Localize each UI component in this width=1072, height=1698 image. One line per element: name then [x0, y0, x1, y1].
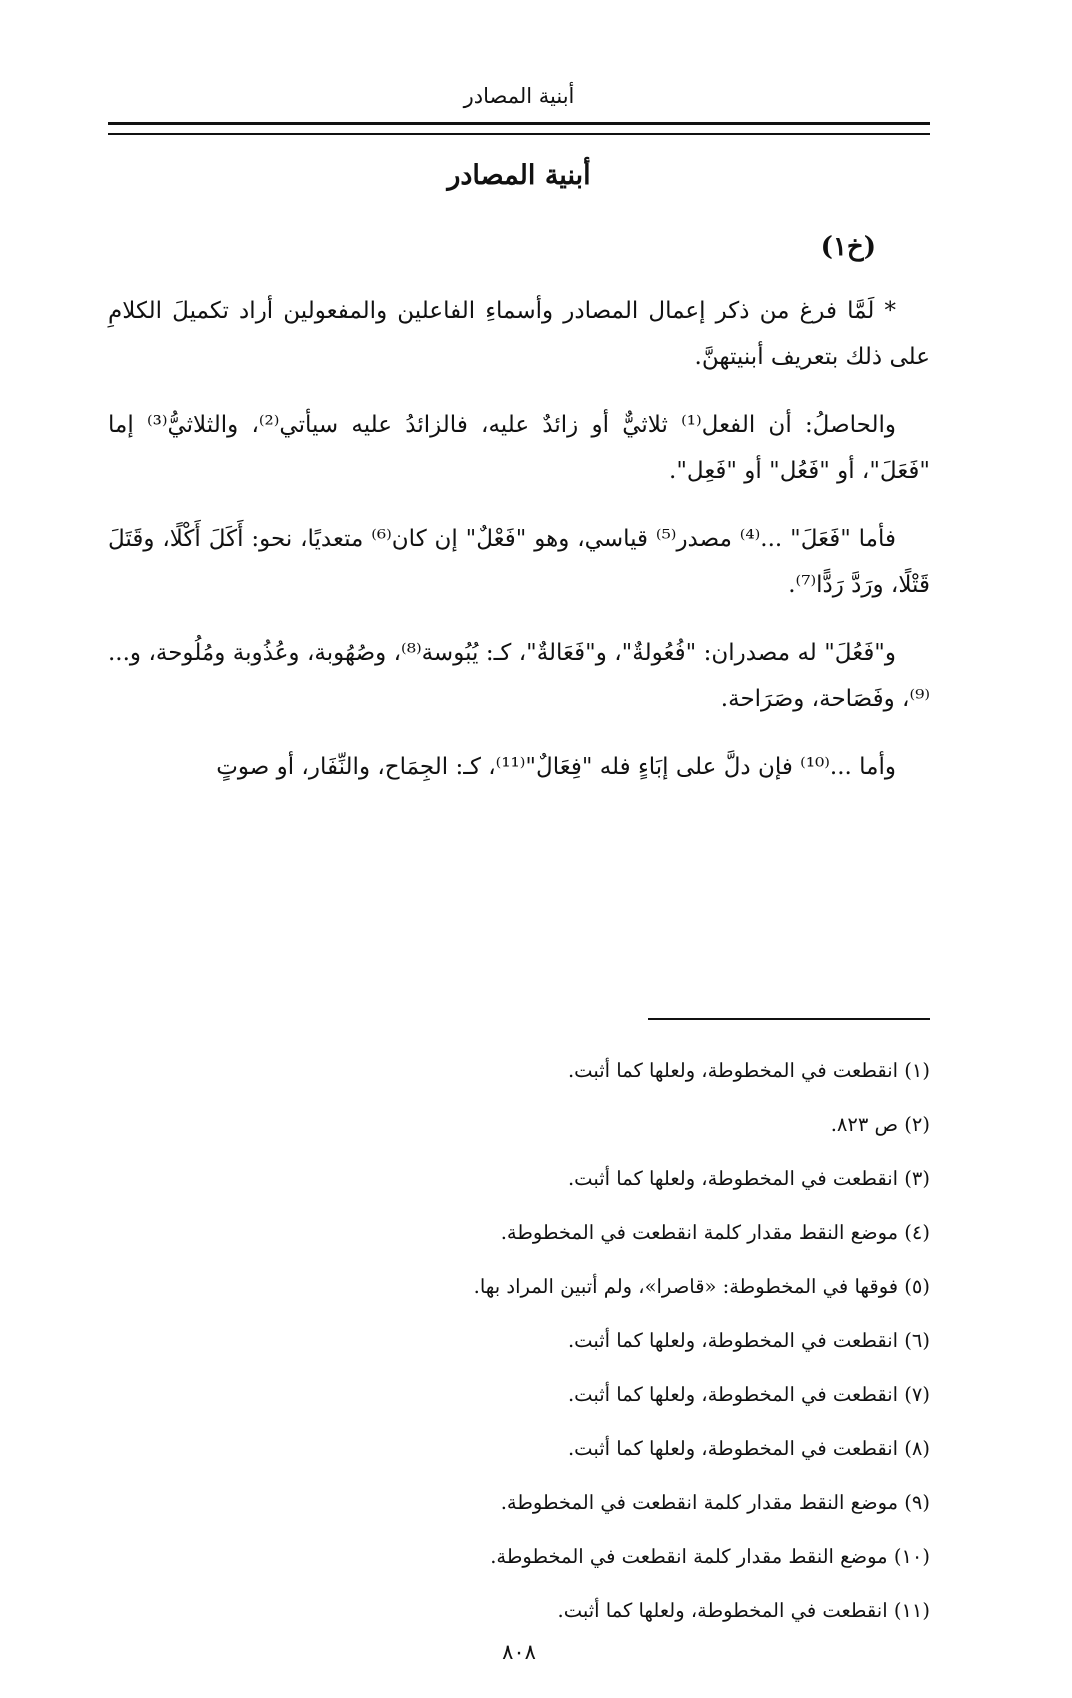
paragraph-3: فأما "فَعَلَ" ...⁽⁴⁾ مصدر⁽⁵⁾ قياسي، وهو "فَعْلٌ" إن كان⁽⁶⁾ متعديًا، نحو: أَكَلَ أَكْلًا، وقَتَلَ قَتْلًا، ورَدَّ رَدًّا⁽⁷⁾.: [108, 526, 930, 598]
footnote-item: (١١) انقطعت في المخطوطة، ولعلها كما أثبت.: [557, 1599, 930, 1622]
paragraph-1: * لَمَّا فرغ من ذكر إعمال المصادر وأسماءِ الفاعلين والمفعولين أراد تكميلَ الكلامِ على ذلك بتعريف أبنيتهنَّ.: [108, 298, 930, 370]
book-page: [108, 0, 930, 1698]
header-rule-thin: [108, 133, 930, 135]
footnote-item: (٧) انقطعت في المخطوطة، ولعلها كما أثبت.: [567, 1383, 930, 1406]
paragraph-2: والحاصلُ: أن الفعل⁽¹⁾ ثلاثيٌّ أو زائدٌ عليه، فالزائدُ عليه سيأتي⁽²⁾، والثلاثيُّ⁽³⁾ إما "فَعَلَ"، أو "فَعُل" أو "فَعِل".: [108, 412, 930, 484]
paragraph-4: و"فَعُلَ" له مصدران: "فُعُولةٌ"، و"فَعَالةٌ"، كـ: يُبُوسة⁽⁸⁾، وصُهُوبة، وعُذُوبة ومُلُوحة، و...⁽⁹⁾، وفَصَاحة، وصَرَاحة.: [108, 640, 930, 712]
footnotes-list: [108, 1044, 930, 1638]
body-text: [108, 288, 930, 812]
chapter-title: أبنية المصادر: [447, 160, 591, 191]
footnote-separator: [648, 1018, 930, 1020]
footnote-item: (٨) انقطعت في المخطوطة، ولعلها كما أثبت.: [567, 1437, 930, 1460]
footnote-item: (٥) فوقها في المخطوطة: «قاصرا»، ولم أتبين المراد بها.: [473, 1275, 930, 1298]
footnote-item: (١) انقطعت في المخطوطة، ولعلها كما أثبت.: [567, 1059, 930, 1082]
running-header: أبنية المصادر: [463, 84, 575, 108]
paragraph-5: وأما ...⁽¹⁰⁾ فإن دلَّ على إبَاءٍ فله "فِعَالٌ"⁽¹¹⁾، كـ: الجِمَاح، والنِّفَار، أو صوتٍ: [216, 754, 896, 780]
header-rule-thick: [108, 122, 930, 125]
manuscript-marker: (خ١): [820, 232, 876, 262]
footnote-item: (٦) انقطعت في المخطوطة، ولعلها كما أثبت.: [567, 1329, 930, 1352]
footnote-item: (٩) موضع النقط مقدار كلمة انقطعت في المخطوطة.: [500, 1491, 930, 1514]
footnote-item: (٤) موضع النقط مقدار كلمة انقطعت في المخطوطة.: [500, 1221, 930, 1244]
footnote-item: (٢) ص ٨٢٣.: [830, 1113, 930, 1136]
footnote-item: (٣) انقطعت في المخطوطة، ولعلها كما أثبت.: [567, 1167, 930, 1190]
page-number: ٨٠٨: [502, 1640, 536, 1664]
footnote-item: (١٠) موضع النقط مقدار كلمة انقطعت في المخطوطة.: [490, 1545, 930, 1568]
